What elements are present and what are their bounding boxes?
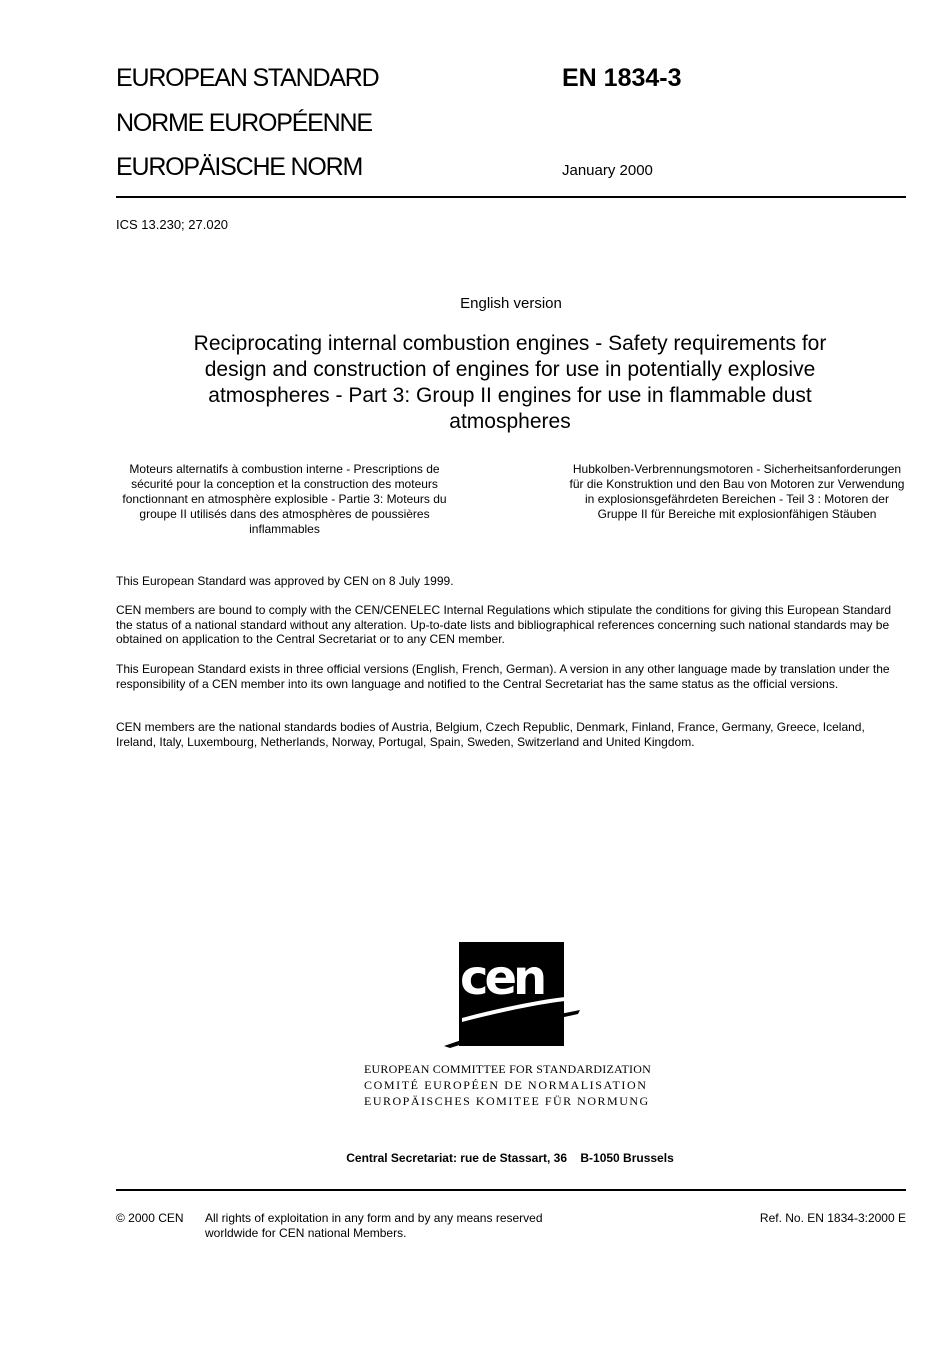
- reference-number: Ref. No. EN 1834-3:2000 E: [759, 1211, 906, 1225]
- publication-date: January 2000: [562, 162, 653, 179]
- document-title: Reciprocating internal combustion engines - Safety requirements for design and construction of engines for use in potentially explosive atmospheres - Part 3: Group II engines for use in flammable dust atmospheres: [193, 332, 827, 433]
- header-divider: [116, 196, 906, 198]
- committee-name-de: EUROPÄISCHES KOMITEE FÜR NORMUNG: [364, 1094, 650, 1108]
- committee-name-en: EUROPEAN COMMITTEE FOR STANDARDIZATION: [364, 1062, 651, 1076]
- standard-title-de: EUROPÄISCHE NORM: [116, 153, 363, 181]
- committee-name-fr: COMITÉ EUROPÉEN DE NORMALISATION: [364, 1078, 648, 1092]
- title-german: Hubkolben-Verbrennungsmotoren - Sicherheitsanforderungen für die Konstruktion und den Bau von Motoren zur Verwendung in explosionsgefährdeten Bereichen - Teil 3 : Motoren der Gruppe II für Bereiche mit explosionfähigen Stäuben: [569, 462, 905, 521]
- rights-statement: All rights of exploitation in any form and by any means reserved worldwide for CEN national Members.: [205, 1211, 543, 1240]
- cen-logo: [444, 942, 580, 1050]
- members-paragraph: CEN members are the national standards bodies of Austria, Belgium, Czech Republic, Denmark, Finland, France, Germany, Greece, Iceland, Ireland, Italy, Luxembourg, Netherlands, Norway, Portugal, Spain, Sweden, Switzerland and United Kingdom.: [116, 720, 865, 749]
- standard-title-fr: NORME EUROPÉENNE: [116, 109, 372, 137]
- title-french: Moteurs alternatifs à combustion interne - Prescriptions de sécurité pour la conception et la construction des moteurs fonctionnant en atmosphère explosible - Partie 3: Moteurs du groupe II utilisés dans des atmosphères de poussières inflammables: [122, 462, 447, 536]
- approval-paragraph: This European Standard was approved by CEN on 8 July 1999.: [116, 574, 454, 588]
- footer-divider: [116, 1189, 906, 1191]
- cen-logo-text: cen: [460, 950, 544, 1006]
- ics-code: ICS 13.230; 27.020: [116, 217, 229, 232]
- secretariat-address: Central Secretariat: rue de Stassart, 36 B-1050 Brussels: [346, 1151, 674, 1165]
- standard-number: EN 1834-3: [562, 64, 682, 92]
- copyright: © 2000 CEN: [116, 1211, 184, 1225]
- version-label: English version: [460, 295, 562, 312]
- compliance-paragraph: CEN members are bound to comply with the CEN/CENELEC Internal Regulations which stipulate the conditions for giving this European Standard the status of a national standard without any alteration. Up-to-date lists and bibliographical references concerning such national standards may be obtained on application to the Central Secretariat or to any CEN member.: [116, 603, 892, 647]
- versions-paragraph: This European Standard exists in three official versions (English, French, German). A version in any other language made by translation under the responsibility of a CEN member into its own language and notified to the Central Secretariat has the same status as the official versions.: [116, 662, 890, 691]
- standard-title-en: EUROPEAN STANDARD: [116, 64, 379, 92]
